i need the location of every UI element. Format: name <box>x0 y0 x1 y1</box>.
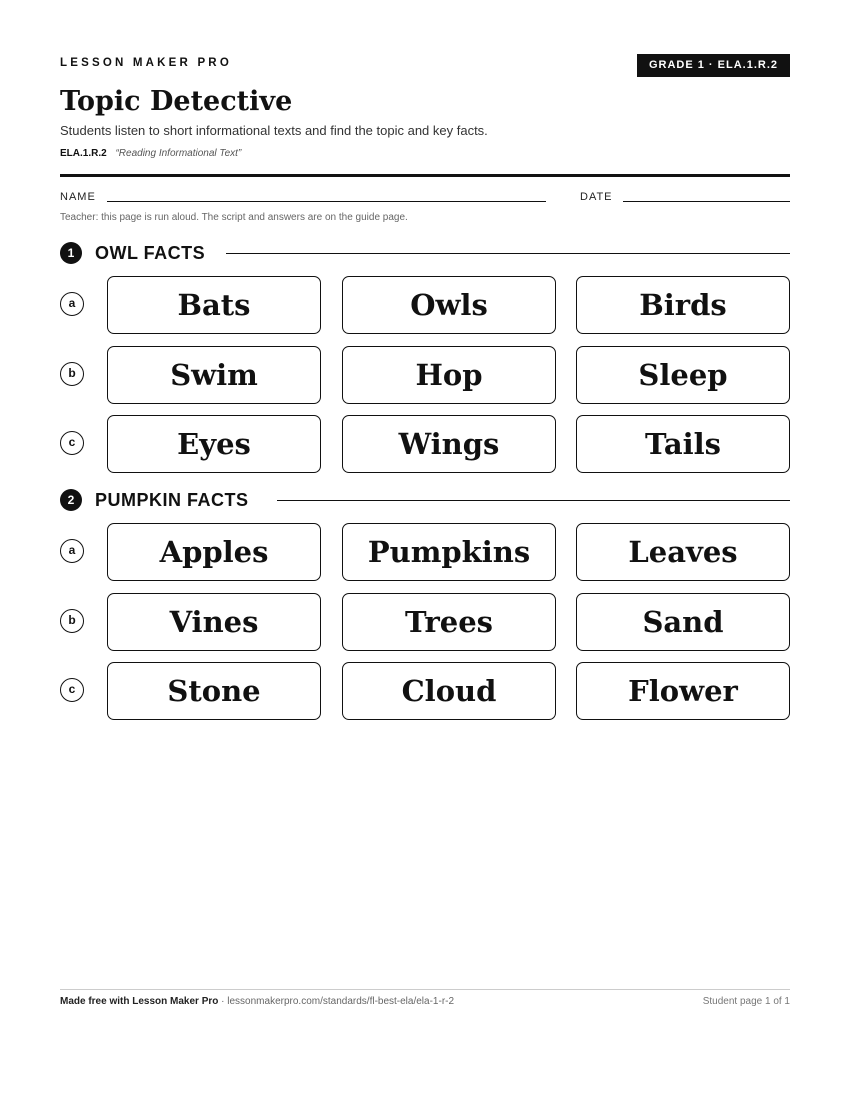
word-option[interactable]: Leaves <box>576 523 790 581</box>
word-option[interactable]: Pumpkins <box>342 523 556 581</box>
footer-url[interactable]: · lessonmakerpro.com/standards/fl-best-ela/ela-1-r-2 <box>218 996 455 1007</box>
page-subtitle: Students listen to short informational texts and find the topic and key facts. <box>60 123 488 138</box>
question-row-2c <box>60 662 790 722</box>
row-letter: b <box>60 609 84 633</box>
footer-page-number: Student page 1 of 1 <box>702 996 790 1007</box>
row-letter: c <box>60 678 84 702</box>
name-field[interactable] <box>107 201 546 202</box>
section-1-header <box>60 241 790 265</box>
question-row-2b <box>60 593 790 653</box>
word-option[interactable]: Sleep <box>576 346 790 404</box>
word-option[interactable]: Owls <box>342 276 556 334</box>
row-letter: b <box>60 362 84 386</box>
question-row-1c <box>60 415 790 475</box>
word-option[interactable]: Apples <box>107 523 321 581</box>
section-title: OWL FACTS <box>95 242 217 264</box>
page-title: Topic Detective <box>60 86 293 117</box>
name-label: NAME <box>60 191 96 203</box>
question-row-1a <box>60 276 790 336</box>
date-field[interactable] <box>623 201 790 202</box>
date-label: DATE <box>580 191 613 203</box>
brand-name: LESSON MAKER PRO <box>60 57 232 69</box>
word-option[interactable]: Stone <box>107 662 321 720</box>
row-letter: c <box>60 431 84 455</box>
word-option[interactable]: Sand <box>576 593 790 651</box>
word-option[interactable]: Birds <box>576 276 790 334</box>
header-divider <box>60 174 790 177</box>
word-option[interactable]: Hop <box>342 346 556 404</box>
row-letter: a <box>60 292 84 316</box>
section-divider <box>226 253 790 254</box>
word-option[interactable]: Tails <box>576 415 790 473</box>
footer-credit <box>60 996 454 1007</box>
grade-standard-badge: GRADE 1 · ELA.1.R.2 <box>637 54 790 77</box>
section-divider <box>277 500 790 501</box>
question-row-1b <box>60 346 790 406</box>
word-option[interactable]: Bats <box>107 276 321 334</box>
word-option[interactable]: Wings <box>342 415 556 473</box>
section-number: 2 <box>60 489 82 511</box>
name-date-row <box>60 191 790 205</box>
teacher-note: Teacher: this page is run aloud. The script and answers are on the guide page. <box>60 212 408 223</box>
question-row-2a <box>60 523 790 583</box>
section-2-header <box>60 488 790 512</box>
word-option[interactable]: Trees <box>342 593 556 651</box>
worksheet-page <box>60 0 790 1100</box>
word-option[interactable]: Swim <box>107 346 321 404</box>
section-title: PUMPKIN FACTS <box>95 489 261 511</box>
word-option[interactable]: Eyes <box>107 415 321 473</box>
word-option[interactable]: Flower <box>576 662 790 720</box>
word-option[interactable]: Cloud <box>342 662 556 720</box>
footer-divider <box>60 989 790 990</box>
standard-name: “Reading Informational Text” <box>115 148 242 159</box>
word-option[interactable]: Vines <box>107 593 321 651</box>
footer-made-with: Made free with Lesson Maker Pro <box>60 996 219 1007</box>
row-letter: a <box>60 539 84 563</box>
standard-code: ELA.1.R.2 <box>60 148 107 159</box>
section-number: 1 <box>60 242 82 264</box>
standard-line <box>60 148 241 159</box>
